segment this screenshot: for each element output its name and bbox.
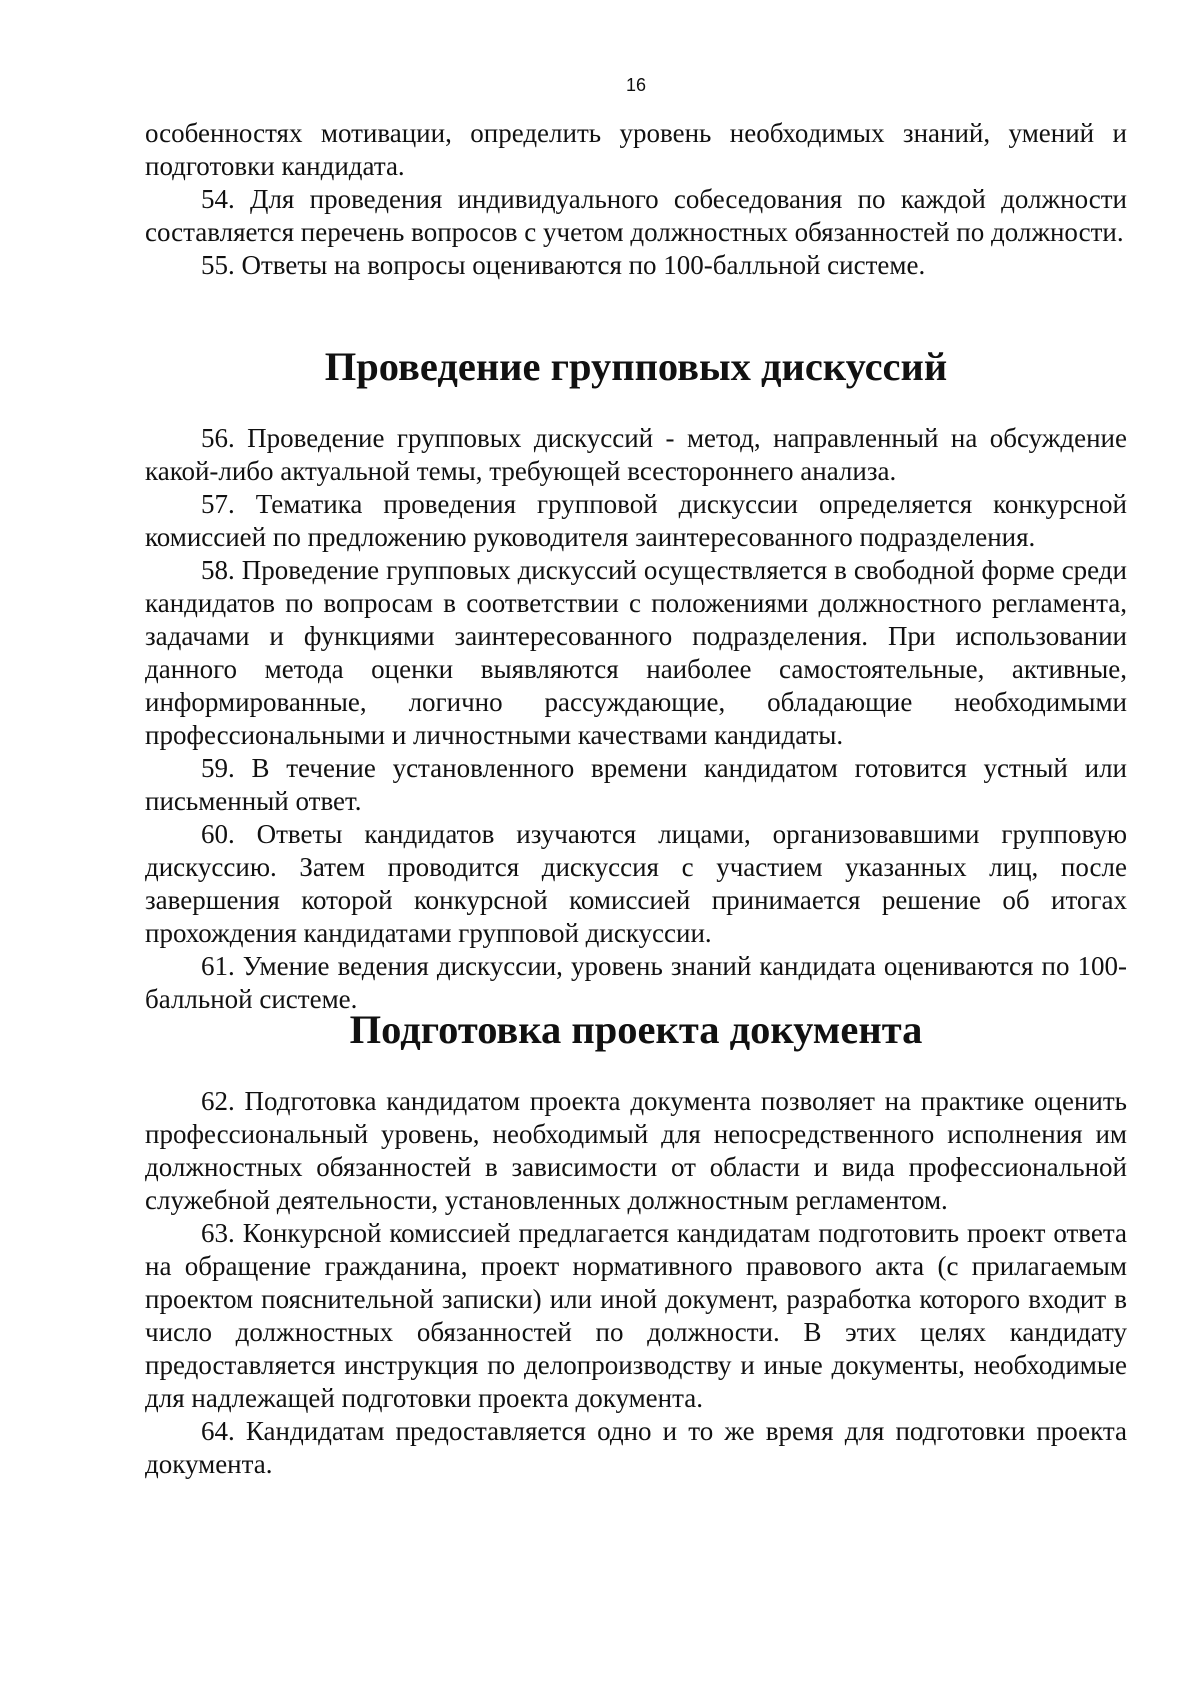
paragraph-continuation: особенностях мотивации, определить уровень необходимых знаний, умений и подготовки кандидата. bbox=[145, 118, 1127, 181]
section-heading-group-discussions: Проведение групповых дискуссий bbox=[324, 344, 948, 389]
paragraph-56: 56. Проведение групповых дискуссий - метод, направленный на обсуждение какой-либо актуальной темы, требующей всестороннего анализа. bbox=[145, 423, 1127, 486]
section-group-discussions-body bbox=[145, 422, 1127, 1016]
paragraph-55: 55. Ответы на вопросы оцениваются по 100-балльной системе. bbox=[201, 250, 926, 280]
paragraph-59: 59. В течение установленного времени кандидатом готовится устный или письменный ответ. bbox=[145, 753, 1127, 816]
paragraph-64: 64. Кандидатам предоставляется одно и то же время для подготовки проекта документа. bbox=[145, 1416, 1127, 1479]
paragraph-60: 60. Ответы кандидатов изучаются лицами, организовавшими групповую дискуссию. Затем проводится дискуссия с участием указанных лиц, после завершения которой конкурсной комиссией принимается решение об итогах прохождения кандидатами групповой дискуссии. bbox=[145, 819, 1127, 948]
paragraph-63: 63. Конкурсной комиссией предлагается кандидатам подготовить проект ответа на обращение гражданина, проект нормативного правового акта (с прилагаемым проектом пояснительной записки) или иной документ, разработка которого входит в число должностных обязанностей по должности. В этих целях кандидату предоставляется инструкция по делопроизводству и иные документы, необходимые для надлежащей подготовки проекта документа. bbox=[145, 1218, 1127, 1413]
paragraph-54: 54. Для проведения индивидуального собеседования по каждой должности составляется перечень вопросов с учетом должностных обязанностей по должности. bbox=[145, 184, 1127, 247]
paragraph-61: 61. Умение ведения дискуссии, уровень знаний кандидата оцениваются по 100-балльной системе. bbox=[145, 951, 1127, 1014]
section-heading-document-draft: Подготовка проекта документа bbox=[349, 1007, 923, 1052]
page-number: 16 bbox=[625, 75, 647, 95]
paragraph-62: 62. Подготовка кандидатом проекта документа позволяет на практике оценить профессиональный уровень, необходимый для непосредственного исполнения им должностных обязанностей в зависимости от области и вида профессиональной служебной деятельности, установленных должностным регламентом. bbox=[145, 1086, 1127, 1215]
section-document-draft-body bbox=[145, 1085, 1127, 1481]
top-section bbox=[145, 117, 1127, 282]
paragraph-57: 57. Тематика проведения групповой дискуссии определяется конкурсной комиссией по предложению руководителя заинтересованного подразделения. bbox=[145, 489, 1127, 552]
section-document-draft bbox=[145, 1007, 1127, 1052]
section-group-discussions bbox=[145, 344, 1127, 389]
paragraph-58: 58. Проведение групповых дискуссий осуществляется в свободной форме среди кандидатов по вопросам в соответствии с положениями должностного регламента, задачами и функциями заинтересованного подразделения. При использовании данного метода оценки выявляются наиболее самостоятельные, активные, информированные, логично рассуждающие, обладающие необходимыми профессиональными и личностными качествами кандидаты. bbox=[145, 555, 1127, 750]
